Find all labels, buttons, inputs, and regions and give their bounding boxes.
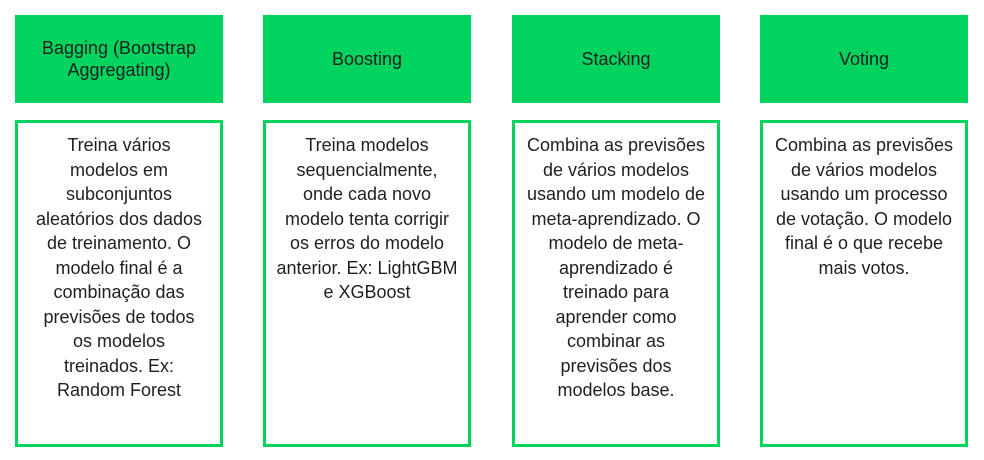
- boosting-title: Boosting: [331, 49, 403, 69]
- voting-header: [760, 15, 968, 103]
- stacking-title: Stacking: [581, 49, 651, 69]
- column-bagging: [15, 15, 223, 447]
- voting-description-box: [760, 120, 968, 447]
- voting-title: Voting: [838, 49, 890, 69]
- voting-description: Combina as previsões de vários modelos usando um processo de votação. O modelo final é o que recebe mais votos.: [774, 135, 954, 278]
- column-voting: [760, 15, 968, 447]
- bagging-description: Treina vários modelos em subconjuntos aleatórios dos dados de treinamento. O modelo final é a combinação das previsões de todos os modelos treinados. Ex: Random Forest: [35, 135, 203, 400]
- boosting-description-box: [263, 120, 471, 447]
- stacking-header: [512, 15, 720, 103]
- column-boosting: [263, 15, 471, 447]
- boosting-description: Treina modelos sequencialmente, onde cada novo modelo tenta corrigir os erros do modelo anterior. Ex: LightGBM e XGBoost: [276, 135, 458, 302]
- column-stacking: [512, 15, 720, 447]
- stacking-description: Combina as previsões de vários modelos usando um modelo de meta-aprendizado. O modelo de meta-aprendizado é treinado para aprender como combinar as previsões dos modelos base.: [526, 135, 706, 400]
- boosting-header: [263, 15, 471, 103]
- bagging-title: Bagging (Bootstrap Aggregating): [41, 38, 197, 80]
- bagging-header: [15, 15, 223, 103]
- bagging-description-box: [15, 120, 223, 447]
- stacking-description-box: [512, 120, 720, 447]
